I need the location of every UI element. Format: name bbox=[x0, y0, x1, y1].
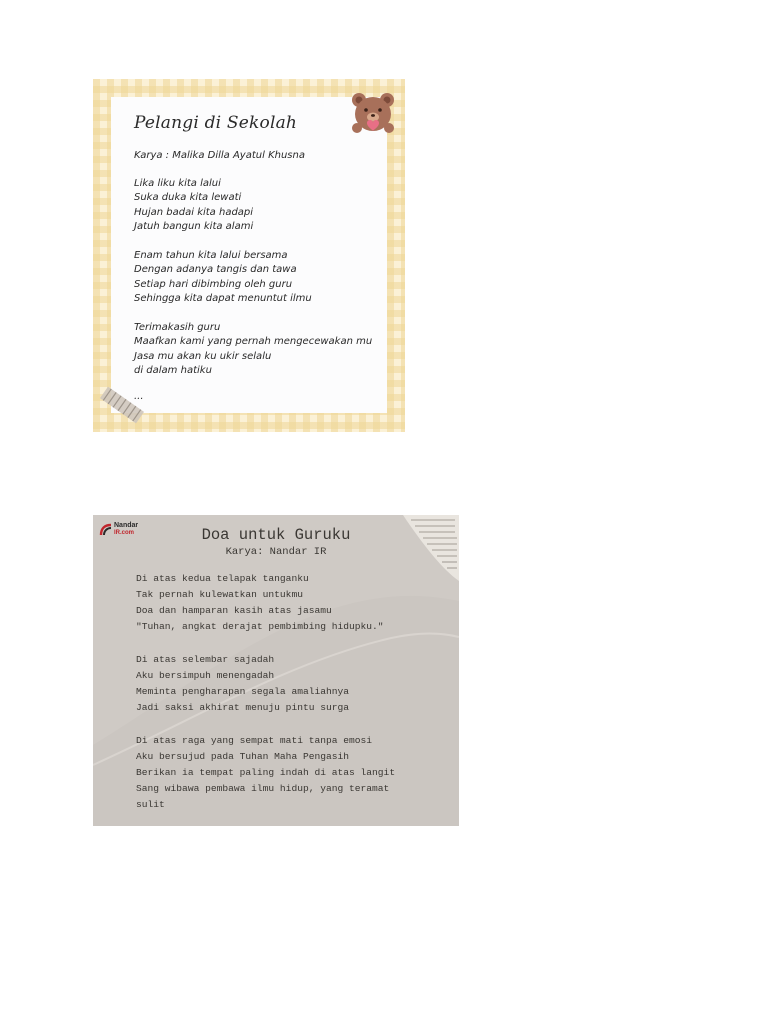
poem-line: Sehingga kita dapat menuntut ilmu bbox=[134, 293, 312, 305]
poem-line: Berikan ia tempat paling indah di atas langit bbox=[136, 767, 396, 778]
poem-line: di dalam hatiku bbox=[134, 365, 212, 377]
stanza-2 bbox=[134, 249, 312, 307]
stanza-3 bbox=[136, 733, 395, 813]
poem-line: Di atas kedua telapak tanganku bbox=[136, 573, 309, 584]
stanza-1 bbox=[136, 571, 384, 635]
teddy-bear-icon bbox=[348, 90, 398, 138]
poem-line: Dengan adanya tangis dan tawa bbox=[134, 264, 297, 276]
poem-line: Enam tahun kita lalui bersama bbox=[134, 250, 288, 261]
poem-line: Jatuh bangun kita alami bbox=[134, 221, 254, 233]
poem-line: Aku bersimpuh menengadah bbox=[136, 670, 275, 681]
poem-line: Jadi saksi akhirat menuju pintu surga bbox=[136, 702, 350, 713]
poem-card-pelangi bbox=[93, 79, 405, 432]
poem-card-doa bbox=[93, 515, 459, 826]
poem-line: Di atas raga yang sempat mati tanpa emosi bbox=[136, 735, 373, 746]
poem-title: Pelangi di Sekolah bbox=[134, 113, 298, 133]
poem-line: sulit bbox=[136, 799, 165, 810]
poem-title: Doa untuk Guruku bbox=[201, 526, 351, 544]
poem-author: Karya : Malika Dilla Ayatul Khusna bbox=[134, 150, 305, 161]
poem-line: Jasa mu akan ku ukir selalu bbox=[134, 350, 272, 362]
poem-line: Meminta pengharapan segala amaliahnya bbox=[136, 686, 350, 697]
logo-text: Nandar bbox=[114, 522, 139, 529]
stanza-2 bbox=[136, 652, 349, 716]
stanza-1 bbox=[134, 177, 253, 235]
poem-line: Maafkan kami yang pernah mengecewakan mu bbox=[134, 336, 373, 348]
poem-line: Suka duka kita lewati bbox=[134, 192, 242, 204]
poem-line: "Tuhan, angkat derajat pembimbing hidupku." bbox=[136, 621, 384, 632]
poem-line: Aku bersujud pada Tuhan Maha Pengasih bbox=[136, 751, 350, 762]
poem-line: Doa dan hamparan kasih atas jasamu bbox=[136, 605, 332, 616]
poem-line: Tak pernah kulewatkan untukmu bbox=[136, 589, 303, 600]
poem-line: Lika liku kita lalui bbox=[134, 178, 221, 189]
poem-line: Terimakasih guru bbox=[134, 322, 221, 333]
logo-domain: IR.com bbox=[114, 530, 135, 536]
poem-author: Karya: Nandar IR bbox=[225, 546, 327, 558]
poem-line: Sang wibawa pembawa ilmu hidup, yang teramat bbox=[136, 783, 390, 794]
ellipsis: ... bbox=[134, 391, 144, 402]
poem-line: Setiap hari dibimbing oleh guru bbox=[134, 278, 293, 290]
poem-line: Hujan badai kita hadapi bbox=[134, 206, 254, 218]
poem-line: Di atas selembar sajadah bbox=[136, 654, 275, 665]
stanza-3 bbox=[134, 321, 372, 379]
